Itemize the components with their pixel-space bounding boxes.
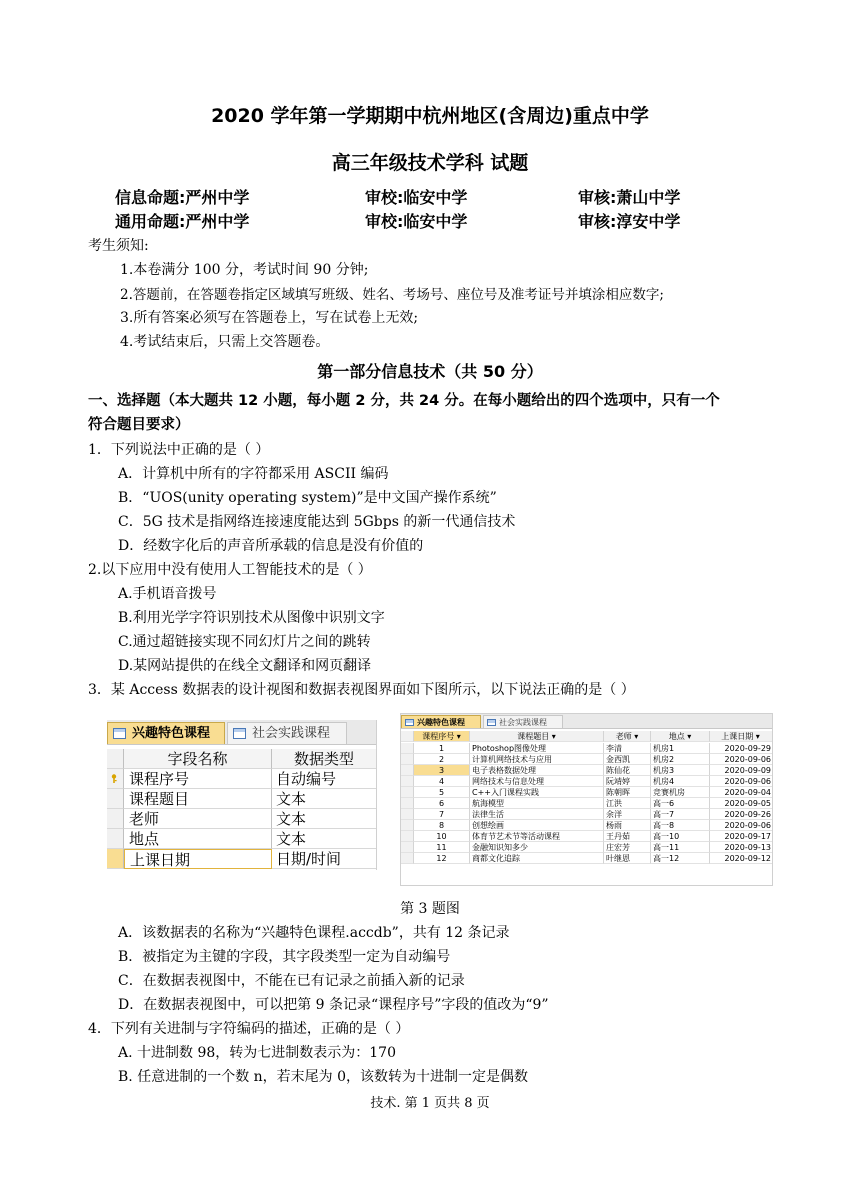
table-icon [113, 728, 126, 739]
row-selector[interactable] [107, 769, 124, 789]
table-icon [487, 719, 496, 726]
design-field-row[interactable] [107, 809, 376, 829]
q3-option-c: C．在数据表视图中，不能在已有记录之前插入新的记录 [118, 973, 465, 989]
row-selector[interactable] [107, 809, 124, 829]
primary-key-icon [110, 774, 118, 783]
field-type[interactable]: 文本 [272, 789, 376, 809]
record-selector[interactable] [401, 754, 414, 765]
datasheet-header-row [401, 731, 773, 742]
q4-stem: 4．下列有关进制与字符编码的描述，正确的是（ ） [88, 1021, 410, 1037]
cell[interactable]: 金西凯 [604, 754, 651, 765]
table-row[interactable] [401, 754, 773, 765]
record-selector[interactable] [401, 842, 414, 853]
cell[interactable]: 机房1 [651, 743, 710, 754]
table-row[interactable] [401, 842, 773, 853]
table-icon [405, 719, 414, 726]
design-tab-other[interactable] [227, 722, 347, 744]
notice-item-1: 1.本卷满分 100 分，考试时间 90 分钟; [120, 262, 369, 278]
table-row[interactable] [401, 798, 773, 809]
notice-item-2: 2.答题前，在答题卷指定区域填写班级、姓名、考场号、座位号及准考证号并填涂相应数字; [120, 287, 664, 303]
cell[interactable]: 余洋 [604, 809, 651, 820]
row-selector[interactable] [107, 829, 124, 849]
cell[interactable]: 2020-09-06 [710, 776, 773, 787]
q1-option-c: C．5G 技术是指网络连接速度能达到 5Gbps 的新一代通信技术 [118, 514, 516, 530]
row-selector[interactable] [107, 849, 124, 869]
field-name-header: 字段名称 [124, 749, 272, 769]
figure-caption: 第 3 题图 [400, 901, 460, 917]
credit-2-1: 通用命题:严州中学 [115, 212, 250, 231]
cell[interactable]: 金融知识知多少 [470, 842, 604, 853]
cell[interactable]: 12 [414, 853, 470, 864]
field-type[interactable]: 日期/时间 [272, 849, 376, 869]
credit-1-2: 审校:临安中学 [365, 188, 468, 207]
datasheet-tab-other[interactable] [483, 715, 563, 728]
cell[interactable]: 陈朝晖 [604, 787, 651, 798]
table-row[interactable] [401, 820, 773, 831]
field-name[interactable]: 地点 [124, 829, 272, 849]
cell[interactable]: 机房2 [651, 754, 710, 765]
q2-option-b: B.利用光学字符识别技术从图像中识别文字 [118, 610, 385, 626]
q1-stem: 1．下列说法中正确的是（ ） [88, 442, 270, 458]
cell[interactable]: 王丹茹 [604, 831, 651, 842]
cell[interactable]: 3 [414, 765, 470, 776]
cell[interactable]: 体育节艺术节等活动课程 [470, 831, 604, 842]
q2-option-a: A.手机语音拨号 [118, 586, 217, 602]
design-tab-bar [107, 720, 376, 745]
cell[interactable]: 江洪 [604, 798, 651, 809]
table-row[interactable] [401, 743, 773, 754]
credit-1-1: 信息命题:严州中学 [115, 188, 250, 207]
cell[interactable]: 商都文化追踪 [470, 853, 604, 864]
cell[interactable]: 法律生活 [470, 809, 604, 820]
cell[interactable]: 高一10 [651, 831, 710, 842]
record-selector[interactable] [401, 787, 414, 798]
cell[interactable]: 杨雨 [604, 820, 651, 831]
record-selector[interactable] [401, 798, 414, 809]
credit-2-3: 审核:淳安中学 [578, 212, 681, 231]
design-view-figure [107, 720, 377, 870]
q3-stem: 3．某 Access 数据表的设计视图和数据表视图界面如下图所示，以下说法正确的是（ ） [88, 682, 635, 698]
notice-heading: 考生须知: [88, 238, 149, 254]
design-field-row[interactable] [107, 769, 376, 789]
cell[interactable]: 高一7 [651, 809, 710, 820]
cell[interactable]: 7 [414, 809, 470, 820]
table-row-selected[interactable] [401, 765, 773, 776]
notice-item-3: 3.所有答案必须写在答题卷上，写在试卷上无效; [120, 310, 419, 326]
cell[interactable]: 竞赛机房 [651, 787, 710, 798]
notice-item-4: 4.考试结束后，只需上交答题卷。 [120, 334, 330, 350]
q1-option-b: B．“UOS(unity operating system)”是中文国产操作系统” [118, 490, 497, 506]
field-name[interactable]: 课程序号 [124, 769, 272, 789]
design-tab-active-label: 兴趣特色课程 [132, 726, 211, 741]
select-all-corner[interactable] [401, 731, 414, 742]
cell[interactable]: 计算机网络技术与应用 [470, 754, 604, 765]
record-selector[interactable] [401, 820, 414, 831]
field-name[interactable]: 课程题目 [124, 789, 272, 809]
cell[interactable]: 庄宏芳 [604, 842, 651, 853]
table-icon [233, 728, 246, 739]
credit-2-2: 审校:临安中学 [365, 212, 468, 231]
record-selector[interactable] [401, 831, 414, 842]
cell[interactable]: 2020-09-29 [710, 743, 773, 754]
cell[interactable]: 2020-09-13 [710, 842, 773, 853]
section-heading-line2: 符合题目要求） [88, 417, 190, 433]
design-field-row[interactable] [107, 789, 376, 809]
cell[interactable]: 2020-09-06 [710, 754, 773, 765]
q3-option-b: B．被指定为主键的字段，其字段类型一定为自动编号 [118, 949, 451, 965]
cell[interactable]: 高一8 [651, 820, 710, 831]
q4-option-b: B. 任意进制的一个数 n，若末尾为 0，该数转为十进制一定是偶数 [118, 1069, 529, 1085]
cell[interactable]: 4 [414, 776, 470, 787]
table-row[interactable] [401, 853, 773, 864]
cell[interactable]: 8 [414, 820, 470, 831]
table-row[interactable] [401, 787, 773, 798]
cell[interactable]: 李清 [604, 743, 651, 754]
datasheet-tab-bar [401, 714, 772, 729]
cell[interactable]: 2020-09-04 [710, 787, 773, 798]
cell[interactable]: 1 [414, 743, 470, 754]
column-header[interactable]: 地点 ▾ [651, 731, 710, 742]
field-type[interactable]: 自动编号 [272, 769, 376, 789]
cell[interactable]: C++入门课程实践 [470, 787, 604, 798]
section-heading-line1: 一、选择题（本大题共 12 小题，每小题 2 分，共 24 分。在每小题给出的四个选项中，只有一个 [88, 393, 720, 409]
q1-option-d: D．经数字化后的声音所承载的信息是没有价值的 [118, 538, 424, 554]
table-row[interactable] [401, 831, 773, 842]
cell[interactable]: 机房3 [651, 765, 710, 776]
datasheet-tab-active[interactable] [401, 715, 481, 728]
cell[interactable]: 2020-09-06 [710, 820, 773, 831]
field-type[interactable]: 文本 [272, 829, 376, 849]
page-footer: 技术. 第 1 页共 8 页 [370, 1096, 490, 1111]
credit-1-3: 审核:萧山中学 [578, 188, 681, 207]
row-selector [107, 749, 124, 769]
cell[interactable]: 电子表格数据处理 [470, 765, 604, 776]
page-subtitle: 高三年级技术学科 试题 [331, 152, 529, 174]
record-selector[interactable] [401, 809, 414, 820]
cell[interactable]: 2020-09-26 [710, 809, 773, 820]
cell[interactable]: 5 [414, 787, 470, 798]
cell[interactable]: 高一6 [651, 798, 710, 809]
row-selector[interactable] [107, 789, 124, 809]
cell[interactable]: 网络技术与信息处理 [470, 776, 604, 787]
design-tab-active[interactable] [107, 722, 225, 744]
table-row[interactable] [401, 809, 773, 820]
q4-option-a: A. 十进制数 98，转为七进制数表示为：170 [118, 1045, 396, 1061]
cell[interactable]: 高一12 [651, 853, 710, 864]
cell[interactable]: 2020-09-17 [710, 831, 773, 842]
cell[interactable]: 6 [414, 798, 470, 809]
data-type-header: 数据类型 [272, 749, 376, 769]
cell[interactable]: 2 [414, 754, 470, 765]
q2-stem: 2.以下应用中没有使用人工智能技术的是（ ） [88, 562, 372, 578]
q3-option-d: D．在数据表视图中，可以把第 9 条记录“课程序号”字段的值改为“9” [118, 997, 549, 1013]
cell[interactable]: 2020-09-12 [710, 853, 773, 864]
q2-option-d: D.某网站提供的在线全文翻译和网页翻译 [118, 658, 372, 674]
cell[interactable]: 陈仙花 [604, 765, 651, 776]
datasheet-tab-active-label: 兴趣特色课程 [417, 718, 465, 727]
cell[interactable]: 机房4 [651, 776, 710, 787]
record-selector[interactable] [401, 776, 414, 787]
part-title: 第一部分信息技术（共 50 分） [317, 362, 543, 381]
cell[interactable]: 2020-09-05 [710, 798, 773, 809]
page-title: 2020 学年第一学期期中杭州地区(含周边)重点中学 [211, 105, 649, 127]
design-field-row-selected[interactable] [107, 849, 376, 869]
datasheet-view-figure [400, 713, 773, 886]
cell[interactable]: Photoshop图像处理 [470, 743, 604, 754]
column-header[interactable]: 老师 ▾ [604, 731, 651, 742]
column-header[interactable]: 课程序号 ▾ [414, 731, 470, 742]
record-selector[interactable] [401, 765, 414, 776]
q3-option-a: A．该数据表的名称为“兴趣特色课程.accdb”，共有 12 条记录 [118, 925, 510, 941]
design-field-row[interactable] [107, 829, 376, 849]
record-selector[interactable] [401, 743, 414, 754]
cell[interactable]: 10 [414, 831, 470, 842]
cell[interactable]: 11 [414, 842, 470, 853]
cell[interactable]: 高一11 [651, 842, 710, 853]
cell[interactable]: 叶继恩 [604, 853, 651, 864]
table-row[interactable] [401, 776, 773, 787]
record-selector[interactable] [401, 853, 414, 864]
design-tab-other-label: 社会实践课程 [252, 726, 331, 741]
field-type[interactable]: 文本 [272, 809, 376, 829]
column-header[interactable]: 课程题目 ▾ [470, 731, 604, 742]
datasheet-tab-other-label: 社会实践课程 [499, 718, 547, 727]
cell[interactable]: 创想绘画 [470, 820, 604, 831]
cell[interactable]: 阮靖婷 [604, 776, 651, 787]
field-name[interactable]: 老师 [124, 809, 272, 829]
q2-option-c: C.通过超链接实现不同幻灯片之间的跳转 [118, 634, 371, 650]
cell[interactable]: 航海模型 [470, 798, 604, 809]
design-header-row [107, 749, 376, 769]
cell[interactable]: 2020-09-09 [710, 765, 773, 776]
column-header[interactable]: 上课日期 ▾ [710, 731, 773, 742]
q1-option-a: A．计算机中所有的字符都采用 ASCII 编码 [118, 466, 389, 482]
field-name[interactable]: 上课日期 [124, 849, 272, 869]
